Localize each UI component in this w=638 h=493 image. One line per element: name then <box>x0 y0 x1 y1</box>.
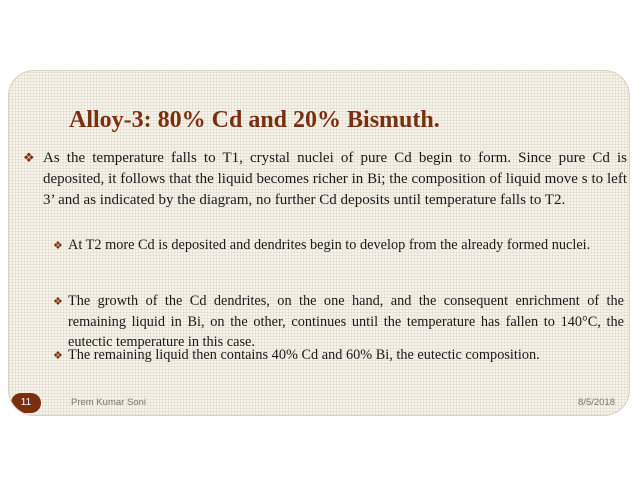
sub-bullet-text: The remaining liquid then contains 40% Cd and 60% Bi, the eutectic composition. <box>68 347 540 363</box>
slide-number-badge: 11 <box>11 393 41 413</box>
slide-frame <box>8 70 630 416</box>
sub-bullet-1 <box>53 235 624 256</box>
footer-author: Prem Kumar Soni <box>71 397 146 408</box>
bullet-main-text: As the temperature falls to T1, crystal nuclei of pure Cd begin to form. Since pure Cd is deposited, it follows that the liquid becomes richer in Bi; the composition of liquid move s to left 3’ and as indicated by the diagram, no further Cd deposits until temperature falls to T2. <box>43 150 627 208</box>
diamond-bullet-icon: ❖ <box>53 350 63 362</box>
sub-bullet-2 <box>53 291 624 352</box>
diamond-bullet-icon: ❖ <box>53 240 63 252</box>
diamond-bullet-icon: ❖ <box>23 150 35 165</box>
footer-date: 8/5/2018 <box>578 397 615 408</box>
sub-bullet-text: At T2 more Cd is deposited and dendrites begin to develop from the already formed nuclei. <box>68 237 591 253</box>
bullet-main <box>23 147 627 211</box>
slide-title: Alloy-3: 80% Cd and 20% Bismuth. <box>69 107 440 133</box>
sub-bullet-text: The growth of the Cd dendrites, on the one hand, and the consequent enrichment of the remaining liquid in Bi, on the other, continues until the temperature has fallen to 140°C, the eutectic temperature in this case. <box>68 293 624 350</box>
sub-bullet-3 <box>53 345 624 366</box>
diamond-bullet-icon: ❖ <box>53 296 63 308</box>
